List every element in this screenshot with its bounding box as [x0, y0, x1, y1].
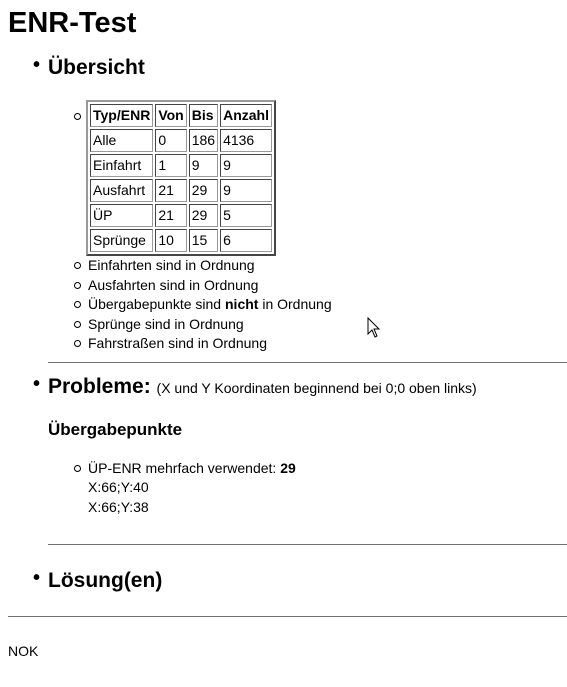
- stats-table: [86, 100, 276, 256]
- table-cell: 29: [189, 179, 218, 202]
- footer-status: NOK: [8, 643, 39, 659]
- probleme-title: Probleme:: [48, 374, 151, 398]
- table-cell: 29: [189, 204, 218, 227]
- table-cell: 9: [189, 154, 218, 177]
- circle-bullet-icon: [74, 282, 81, 289]
- table-cell: Sprünge: [90, 229, 153, 252]
- probleme-heading: [48, 373, 567, 402]
- status-text-pre: Übergabepunkte sind: [88, 296, 225, 312]
- table-cell: 9: [220, 154, 272, 177]
- table-row: [90, 129, 272, 152]
- bullet-icon: •: [33, 372, 41, 395]
- status-uebergabepunkte: [88, 295, 567, 315]
- table-cell: 5: [220, 204, 272, 227]
- circle-bullet-icon: [74, 301, 81, 308]
- table-cell: 1: [155, 154, 186, 177]
- table-cell: 6: [220, 229, 272, 252]
- status-text: Einfahrten sind in Ordnung: [88, 257, 255, 273]
- circle-bullet-icon: [74, 321, 81, 328]
- table-row: [90, 229, 272, 252]
- table-cell: ÜP: [90, 204, 153, 227]
- section-loesung: [33, 567, 567, 595]
- mouse-pointer-icon: [367, 317, 381, 344]
- probleme-list: [48, 459, 567, 518]
- uebergabepunkte-heading: Übergabepunkte: [48, 419, 183, 439]
- bullet-icon: •: [33, 567, 41, 589]
- table-cell: 9: [220, 179, 272, 202]
- status-text-bold: nicht: [225, 296, 259, 312]
- table-cell: Einfahrt: [90, 154, 153, 177]
- footer-divider: [8, 616, 567, 617]
- table-header-row: [90, 104, 272, 127]
- loesung-heading: Lösung(en): [48, 569, 163, 592]
- status-text: Ausfahrten sind in Ordnung: [88, 276, 259, 293]
- status-text-post: in Ordnung: [258, 296, 332, 312]
- table-cell: 21: [155, 179, 186, 202]
- table-cell: 15: [189, 229, 218, 252]
- section-uebersicht: [33, 54, 567, 363]
- table-cell: 0: [155, 129, 186, 152]
- column-header: Anzahl: [220, 104, 272, 127]
- problem-value: 29: [280, 459, 296, 476]
- circle-bullet-icon: [74, 465, 81, 472]
- page-title: ENR-Test: [8, 7, 137, 39]
- circle-bullet-icon: [74, 262, 81, 269]
- status-text: Fahrstraßen sind in Ordnung: [88, 335, 267, 351]
- table-cell: 21: [155, 204, 186, 227]
- circle-bullet-icon: [74, 113, 81, 120]
- table-cell: Ausfahrt: [90, 179, 153, 202]
- problem-coord: X:66;Y:40: [88, 479, 149, 495]
- status-einfahrten: [88, 256, 567, 276]
- table-row: [90, 204, 272, 227]
- divider: [48, 362, 567, 363]
- problem-coord: X:66;Y:38: [88, 498, 149, 515]
- status-ausfahrten: [88, 276, 567, 296]
- table-row: [90, 179, 272, 202]
- table-cell: 186: [189, 129, 218, 152]
- probleme-subtitle: (X und Y Koordinaten beginnend bei 0;0 oben links): [156, 379, 477, 396]
- uebersicht-heading: Übersicht: [48, 56, 145, 79]
- table-cell: 4136: [220, 129, 272, 152]
- problem-label: ÜP-ENR mehrfach verwendet:: [88, 459, 281, 476]
- stats-table-item: [88, 100, 567, 256]
- column-header: Typ/ENR: [90, 104, 153, 127]
- column-header: Von: [155, 104, 186, 127]
- bullet-icon: •: [33, 54, 41, 76]
- table-cell: Alle: [90, 129, 153, 152]
- circle-bullet-icon: [74, 340, 81, 347]
- table-row: [90, 154, 272, 177]
- uebersicht-list: [48, 100, 567, 354]
- main-list: [8, 54, 567, 595]
- divider: [48, 544, 567, 545]
- problem-item: [88, 459, 567, 518]
- column-header: Bis: [189, 104, 218, 127]
- section-probleme: [33, 372, 567, 546]
- status-text: Sprünge sind in Ordnung: [88, 315, 244, 332]
- status-spruenge: [88, 315, 567, 335]
- status-fahrstrassen: [88, 334, 567, 354]
- table-cell: 10: [155, 229, 186, 252]
